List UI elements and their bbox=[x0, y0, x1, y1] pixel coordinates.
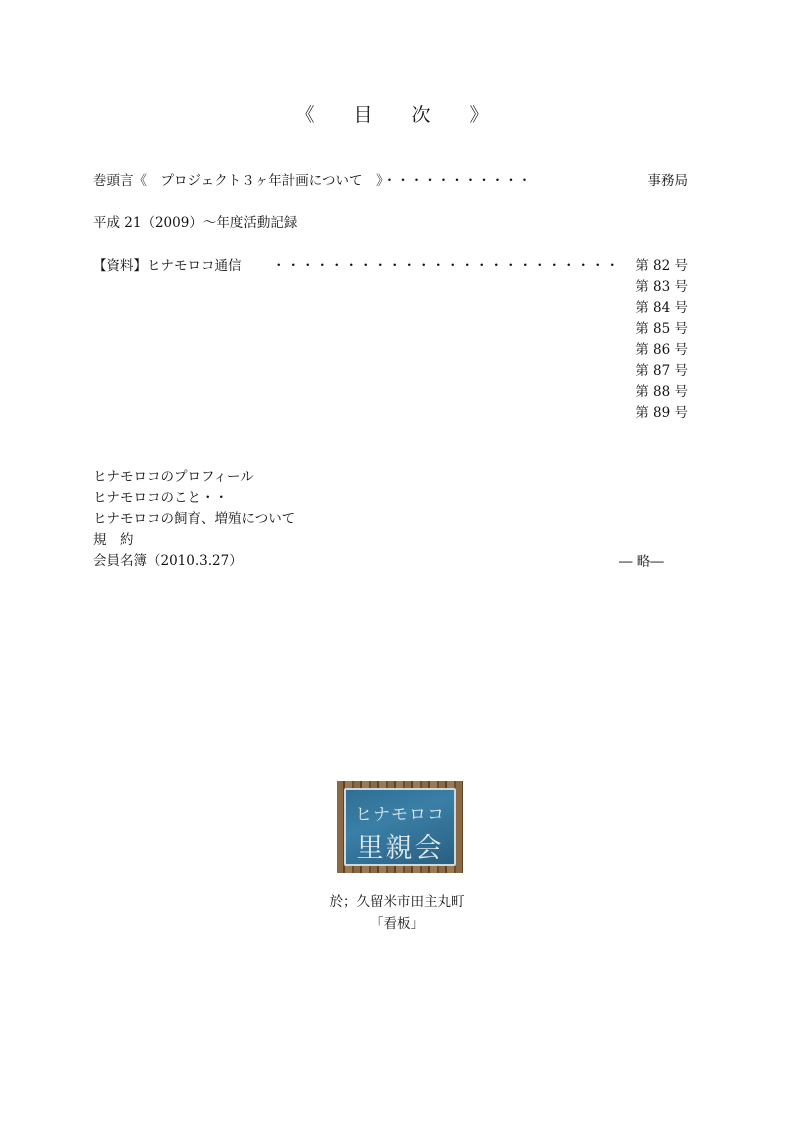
issue-number: 第 85 号 bbox=[635, 321, 688, 337]
signboard-text-line2: 里親会 bbox=[356, 833, 444, 864]
photo-caption-label: 「看板」 bbox=[370, 916, 424, 932]
photo-caption-location: 於；久留米市田主丸町 bbox=[329, 894, 465, 910]
list-item: 規 約 bbox=[93, 532, 134, 548]
signboard-text-line1: ヒナモロコ bbox=[355, 805, 445, 825]
issue-number: 第 82 号 bbox=[635, 258, 688, 274]
issue-number: 第 87 号 bbox=[635, 363, 688, 379]
omitted-note: ― 略― bbox=[619, 554, 664, 570]
signboard-plate bbox=[344, 788, 456, 866]
foreword-entry: 巻頭言《 プロジェクト３ヶ年計画について 》・・・・・・・・・・・ bbox=[93, 173, 532, 189]
newsletter-issue-list bbox=[635, 256, 688, 424]
issue-number: 第 84 号 bbox=[635, 300, 688, 316]
list-item: ヒナモロコのこと・・ bbox=[93, 490, 228, 506]
issue-number: 第 86 号 bbox=[635, 342, 688, 358]
signboard-photo bbox=[337, 781, 463, 873]
newsletter-leader-dots: ・・・・・・・・・・・・・・・・・・・・・・・・ bbox=[272, 258, 620, 274]
foreword-author: 事務局 bbox=[647, 173, 688, 189]
issue-number: 第 88 号 bbox=[635, 384, 688, 400]
list-item: ヒナモロコの飼育、増殖について bbox=[93, 511, 296, 527]
profile-section-list bbox=[93, 467, 295, 572]
list-item: ヒナモロコのプロフィール bbox=[93, 469, 254, 485]
activity-record-entry: 平成 21（2009）～年度活動記録 bbox=[93, 215, 298, 231]
newsletter-label: 【資料】ヒナモロコ通信 bbox=[93, 258, 242, 274]
page-title: 《 目 次 》 bbox=[295, 104, 499, 126]
issue-number: 第 89 号 bbox=[635, 405, 688, 421]
list-item: 会員名簿（2010.3.27） bbox=[93, 553, 243, 569]
issue-number: 第 83 号 bbox=[635, 279, 688, 295]
